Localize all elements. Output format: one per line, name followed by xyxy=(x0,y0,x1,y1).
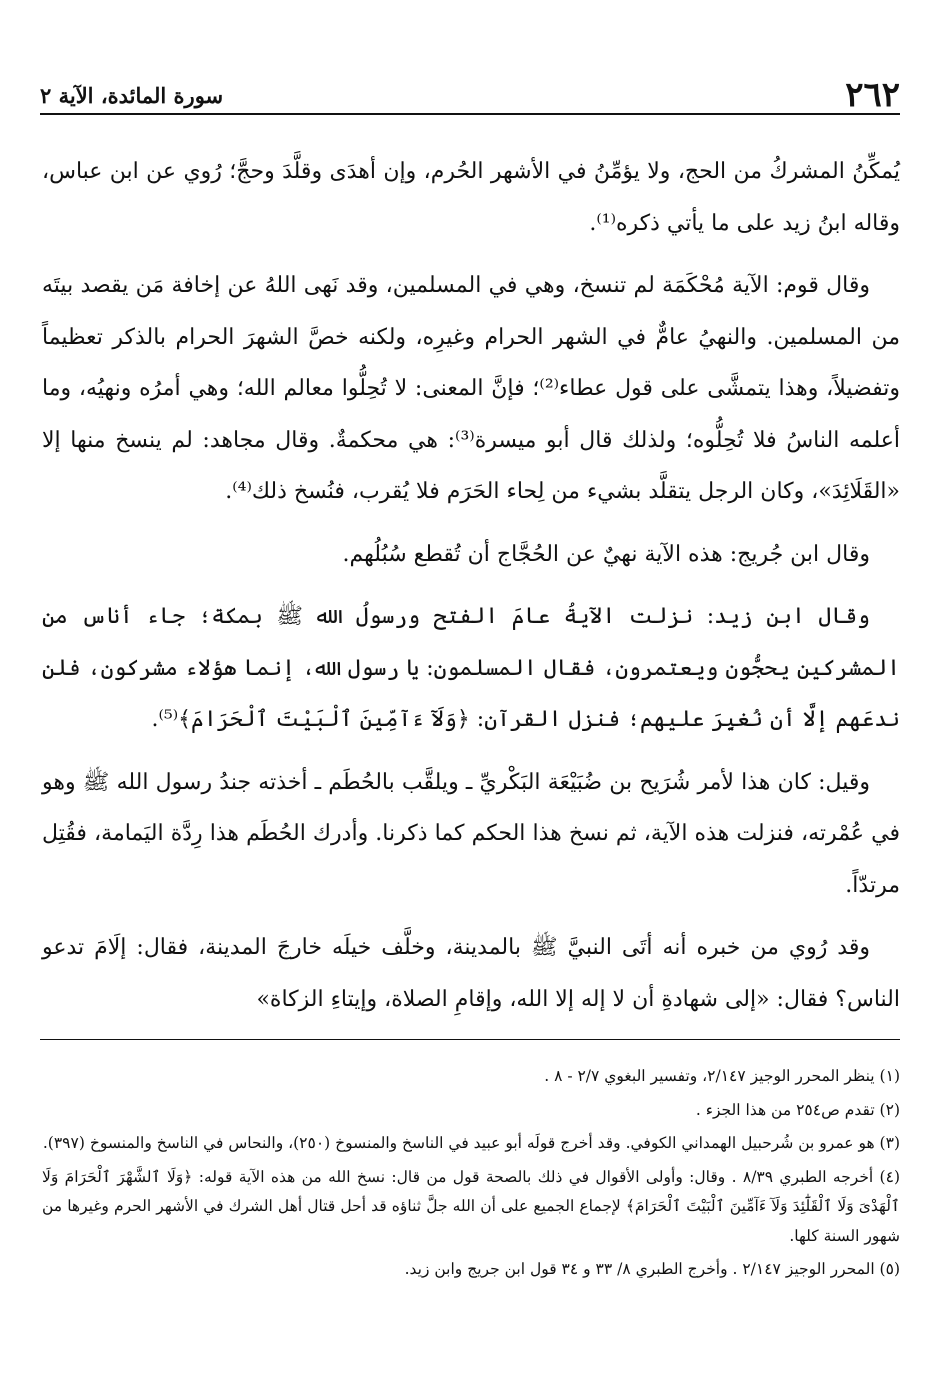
paragraph: وقيل: كان هذا لأمر شُرَيح بن ضُبَيْعَة البَكْريِّ ـ ويلقَّب بالحُطَم ـ أخذته جندُ رسول الله ﷺ وهو في عُمْرته، فنزلت هذه الآية، ثم نسخ هذا الحكم كما ذكرنا. وأدرك الحُطَم هذا رِدَّة اليَمامة، فقُتِل مرتدّاً. xyxy=(42,769,900,898)
running-title: سورة المائدة، الآية ٢ xyxy=(40,83,224,108)
footnote: (٣) هو عمرو بن شُرحبيل الهمداني الكوفي. وقد أخرج قولَه أبو عبيد في الناسخ والمنسوخ (٢٥٠)، والنحاس في الناسخ والمنسوخ (٣٩٧). xyxy=(42,1134,900,1152)
paragraph: وقال ابن زيد: نزلت الآيةُ عامَ الفتح ورسولُ الله ﷺ بمكة؛ جاء أناس من المشركين يحجُّون ويعتمرون، فقال المسلمون: يا رسول الله، إنما هؤلاء مشركون، فلن ندعَهم إلَّا أن نُغيِرَ عليهم؛ فنزل القرآن: ﴿وَلَآ ءَآمِّينَ ٱلْبَيْتَ ٱلْحَرَامَ﴾⁽⁵⁾. xyxy=(42,604,900,732)
main-text xyxy=(42,146,900,1036)
header-divider xyxy=(40,113,900,115)
footnote-divider xyxy=(40,1039,900,1040)
footnotes xyxy=(42,1062,900,1289)
paragraph: وقد رُوي من خبره أنه أتَى النبيَّ ﷺ بالمدينة، وخلَّف خيلَه خارجَ المدينة، فقال: إلَامَ تدعو الناس؟ فقال: «إلى شهادةِ أن لا إله إلا الله، وإقامِ الصلاة، وإيتاءِ الزكاة» xyxy=(42,935,900,1012)
footnote: (٢) تقدم ص٢٥٤ من هذا الجزء . xyxy=(695,1100,900,1119)
page-number: ٢٦٢ xyxy=(845,75,900,115)
footnote: (٤) أخرجه الطبري ٨/٣٩ . وقال: وأولى الأقوال في ذلك بالصحة قول من قال: نسخ الله من هذه الآية قوله: ﴿وَلَا ٱلشَّهْرَ ٱلْحَرَامَ وَلَا ٱلْهَدْىَ وَلَا ٱلْقَلَٰٓئِدَ وَلَآ ءَآمِّينَ ٱلْبَيْتَ ٱلْحَرَامَ﴾ لإجماع الجميع على أن الله جلَّ ثناؤه قد أحل قتال أهل الشرك في الأشهر الحرم وغيرها من شهور السنة كلها. xyxy=(42,1167,900,1245)
paragraph: يُمكِّنُ المشركُ من الحج، ولا يؤمِّنُ في الأشهر الحُرم، وإن أهدَى وقلَّدَ وحجَّ؛ رُوي عن ابن عباس، وقاله ابنُ زيد على ما يأتي ذكره⁽¹⁾. xyxy=(42,159,900,236)
page-header xyxy=(40,60,900,115)
footnote: (١) ينظر المحرر الوجيز ٢/١٤٧، وتفسير البغوي ٢/٧ - ٨ . xyxy=(544,1067,900,1085)
paragraph: وقال ابن جُريج: هذه الآية نهيٌ عن الحُجَّاج أن تُقطع سُبُلُهم. xyxy=(342,541,870,567)
footnote: (٥) المحرر الوجيز ٢/١٤٧ . وأخرج الطبري ٨/ ٣٣ و ٣٤ قول ابن جريج وابن زيد. xyxy=(404,1260,900,1278)
paragraph: وقال قوم: الآية مُحْكَمَة لم تنسخ، وهي في المسلمين، وقد نَهى اللهُ عن إخافة مَن يقصد بيتَه من المسلمين. والنهيُ عامٌّ في الشهر الحرام وغيرِه، ولكنه خصَّ الشهرَ الحرام بالذكر تعظيماً وتفضيلاً، وهذا يتمشَّى على قول عطاء⁽²⁾؛ فإنَّ المعنى: لا تُحِلُّوا معالم الله؛ وهي أمرُه ونهيُه، وما أعلمه الناسُ فلا تُحِلُّوه؛ ولذلك قال أبو ميسرة⁽³⁾: هي محكمةٌ. وقال مجاهد: لم ينسخ منها إلا «القَلَائِدَ»، وكان الرجل يتقلَّد بشيء من لِحاء الحَرَم فلا يُقرب، فنُسخ ذلك⁽⁴⁾. xyxy=(42,273,901,504)
